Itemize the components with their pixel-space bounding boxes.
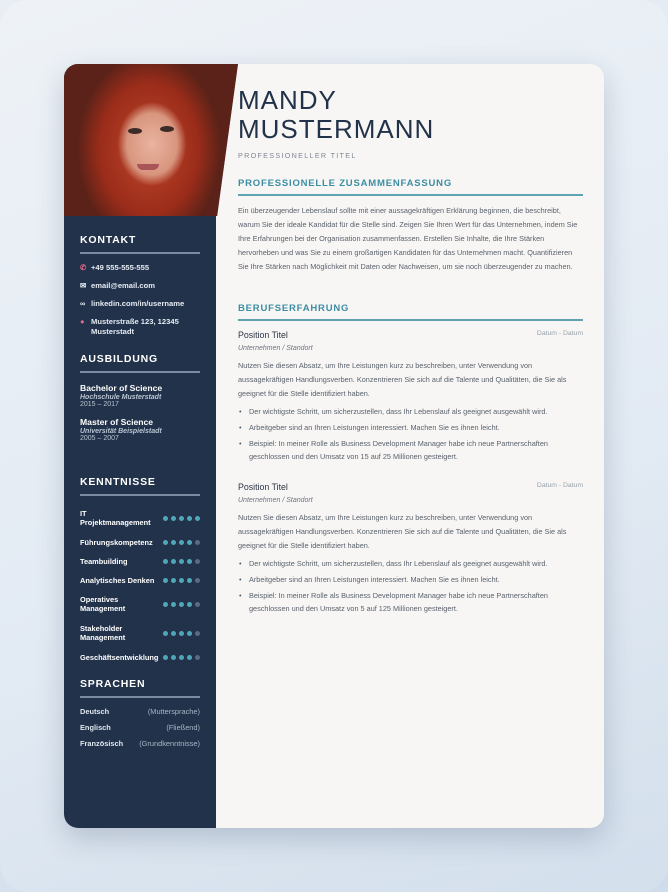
skill-dot: [187, 578, 192, 583]
photo-eye-left: [128, 128, 142, 134]
skills-list: [80, 505, 200, 665]
skill-label: Analytisches Denken: [80, 575, 155, 585]
skill-dot: [195, 631, 200, 636]
skill-dot: [171, 655, 176, 660]
job-description: Nutzen Sie diesen Absatz, um Ihre Leistungen kurz zu beschreiben, unter Verwendung von aussagekräftigen Handlungsverben. Konzentrieren Sie sich auf die Talente und Qualitäten, die Sie als geeignet für die Stelle identifiziert haben.: [238, 361, 567, 398]
language-name: Französisch: [80, 739, 124, 748]
languages-list: [80, 707, 200, 748]
education-years: 2015 – 2017: [80, 401, 119, 408]
language-row: [80, 739, 200, 748]
job-bullet: • Beispiel: In meiner Rolle als Business Development Manager habe ich neue Partnerschaften geschlossen und den Umsatz von 5 auf 125 Millionen gesteigert.: [238, 589, 583, 615]
skill-dot: [163, 578, 168, 583]
linkedin-text: linkedin.com/in/username: [91, 299, 185, 308]
language-level: (Fließend): [166, 723, 200, 732]
skill-dot: [187, 602, 192, 607]
skill-dot: [171, 578, 176, 583]
education-item: [80, 417, 200, 442]
skill-dot: [179, 516, 184, 521]
skill-dot: [195, 540, 200, 545]
skill-dot: [163, 516, 168, 521]
contact-email[interactable]: [80, 281, 200, 291]
skill-row: [80, 572, 200, 588]
skill-level-dots: [163, 602, 200, 607]
job-bullet: • Der wichtigste Schritt, um sicherzustellen, dass Ihr Lebenslauf als geeignet ausgewählt wird.: [238, 405, 583, 418]
education-heading: AUSBILDUNG: [80, 353, 200, 373]
skills-section: [80, 476, 200, 668]
skill-label: IT Projektmanagement: [80, 509, 151, 527]
education-item: [80, 383, 200, 408]
job-bullet: • Arbeitgeber sind an Ihren Leistungen interessiert. Machen Sie es ihnen leicht.: [238, 573, 583, 586]
job-bullets: [238, 557, 583, 618]
skill-level-dots: [163, 655, 200, 660]
summary-text: Ein überzeugender Lebenslauf sollte mit einer aussagekräftigen Erklärung beginnen, die beschreibt, warum Sie der ideale Kandidat für die Stelle sind. Zeigen Sie Ihren Wert für das Unternehmen, indem Sie Ihre Erfahrungen bei der Organisation zusammenfassen. Erstellen Sie Inhalte, die Ihre Stärken hervorheben und was Sie zu einem großartigen Kandidaten für das Unternehmen macht. Quantifizieren Sie Ihre Stärken nach Möglichkeit mit Daten oder Nachweisen, um sie noch überzeugender zu machen.: [238, 206, 578, 271]
phone-text: +49 555-555-555: [91, 263, 150, 272]
skill-label: Führungskompetenz: [80, 537, 153, 547]
skill-row: [80, 620, 200, 646]
skill-level-dots: [163, 631, 200, 636]
phone-icon: ✆: [80, 263, 87, 272]
skill-dot: [195, 578, 200, 583]
job-title-row: [238, 482, 583, 492]
languages-section: [80, 678, 200, 748]
skill-dot: [163, 559, 168, 564]
photo-mouth: [137, 164, 159, 170]
language-row: [80, 707, 200, 716]
professional-title: PROFESSIONELLER TITEL: [238, 151, 357, 160]
languages-heading: SPRACHEN: [80, 678, 200, 698]
skill-dot: [187, 631, 192, 636]
name-line-2: MUSTERMANN: [238, 114, 435, 144]
skill-dot: [171, 540, 176, 545]
skill-dot: [195, 602, 200, 607]
skill-dot: [171, 602, 176, 607]
skill-level-dots: [163, 578, 200, 583]
job-company: Unternehmen / Standort: [238, 345, 313, 352]
email-text: email@email.com: [91, 281, 155, 290]
skill-dot: [163, 540, 168, 545]
job-bullet: • Beispiel: In meiner Rolle als Business Development Manager habe ich neue Partnerschaften geschlossen und den Umsatz von 15 auf 25 Millionen gesteigert.: [238, 437, 583, 463]
skill-row: [80, 591, 200, 617]
language-level: (Grundkenntnisse): [139, 739, 200, 748]
job-description: Nutzen Sie diesen Absatz, um Ihre Leistungen kurz zu beschreiben, unter Verwendung von aussagekräftigen Handlungsverben. Konzentrieren Sie sich auf die Talente und Qualitäten, die Sie als geeignet für die Stelle identifiziert haben.: [238, 513, 567, 550]
skill-dot: [187, 540, 192, 545]
skill-dot: [195, 559, 200, 564]
skill-dot: [163, 602, 168, 607]
skill-dot: [187, 655, 192, 660]
skill-dot: [179, 578, 184, 583]
job-bullet: • Arbeitgeber sind an Ihren Leistungen interessiert. Machen Sie es ihnen leicht.: [238, 421, 583, 434]
skill-row: [80, 649, 200, 665]
skill-dot: [179, 602, 184, 607]
job-title-row: [238, 330, 583, 340]
job-bullets: [238, 405, 583, 466]
language-row: [80, 723, 200, 732]
contact-section: [80, 234, 200, 337]
skill-level-dots: [163, 540, 200, 545]
job-title: Position Titel: [238, 482, 288, 492]
skill-dot: [179, 655, 184, 660]
skill-row: [80, 505, 200, 531]
skill-dot: [179, 631, 184, 636]
name-line-1: MANDY: [238, 85, 337, 115]
education-school: Universität Beispielstadt: [80, 428, 162, 435]
link-icon: ∞: [80, 299, 86, 308]
profile-photo: [64, 64, 238, 216]
education-school: Hochschule Musterstadt: [80, 394, 162, 401]
summary-heading: PROFESSIONELLE ZUSAMMENFASSUNG: [238, 178, 583, 196]
skill-dot: [171, 631, 176, 636]
skill-label: Teambuilding: [80, 556, 128, 566]
mail-icon: ✉: [80, 281, 87, 290]
skills-heading: KENNTNISSE: [80, 476, 200, 496]
skill-label: Operatives Management: [80, 595, 126, 613]
location-pin-icon: ●: [80, 317, 85, 326]
job-dates: Datum - Datum: [536, 330, 583, 337]
skill-dot: [171, 516, 176, 521]
skill-level-dots: [163, 516, 200, 521]
education-years: 2005 – 2007: [80, 435, 119, 442]
education-degree: Master of Science: [80, 417, 154, 427]
contact-linkedin[interactable]: [80, 299, 200, 309]
contact-address: [80, 317, 200, 337]
skill-dot: [195, 655, 200, 660]
skill-label: Stakeholder Management: [80, 624, 126, 642]
skill-level-dots: [163, 559, 200, 564]
language-name: Englisch: [80, 723, 111, 732]
skill-dot: [179, 540, 184, 545]
job-dates: Datum - Datum: [536, 482, 583, 489]
job-company: Unternehmen / Standort: [238, 497, 313, 504]
skill-row: [80, 553, 200, 569]
skill-row: [80, 534, 200, 550]
experience-heading: BERUFSERFAHRUNG: [238, 303, 583, 321]
skill-dot: [187, 559, 192, 564]
education-degree: Bachelor of Science: [80, 383, 163, 393]
resume-card: [64, 64, 604, 828]
education-section: [80, 353, 200, 442]
skill-label: Geschäftsentwicklung: [80, 652, 159, 662]
skill-dot: [163, 631, 168, 636]
skill-dot: [163, 655, 168, 660]
skill-dot: [195, 516, 200, 521]
photo-eye-right: [160, 126, 174, 132]
contact-phone[interactable]: [80, 263, 200, 273]
contact-heading: KONTAKT: [80, 234, 200, 254]
skill-dot: [179, 559, 184, 564]
skill-dot: [187, 516, 192, 521]
job-bullet: • Der wichtigste Schritt, um sicherzustellen, dass Ihr Lebenslauf als geeignet ausgewählt wird.: [238, 557, 583, 570]
candidate-name: [238, 86, 434, 144]
address-text: Musterstraße 123, 12345 Musterstadt: [91, 317, 179, 336]
skill-dot: [171, 559, 176, 564]
job-title: Position Titel: [238, 330, 288, 340]
language-level: (Muttersprache): [147, 707, 200, 716]
language-name: Deutsch: [80, 707, 110, 716]
